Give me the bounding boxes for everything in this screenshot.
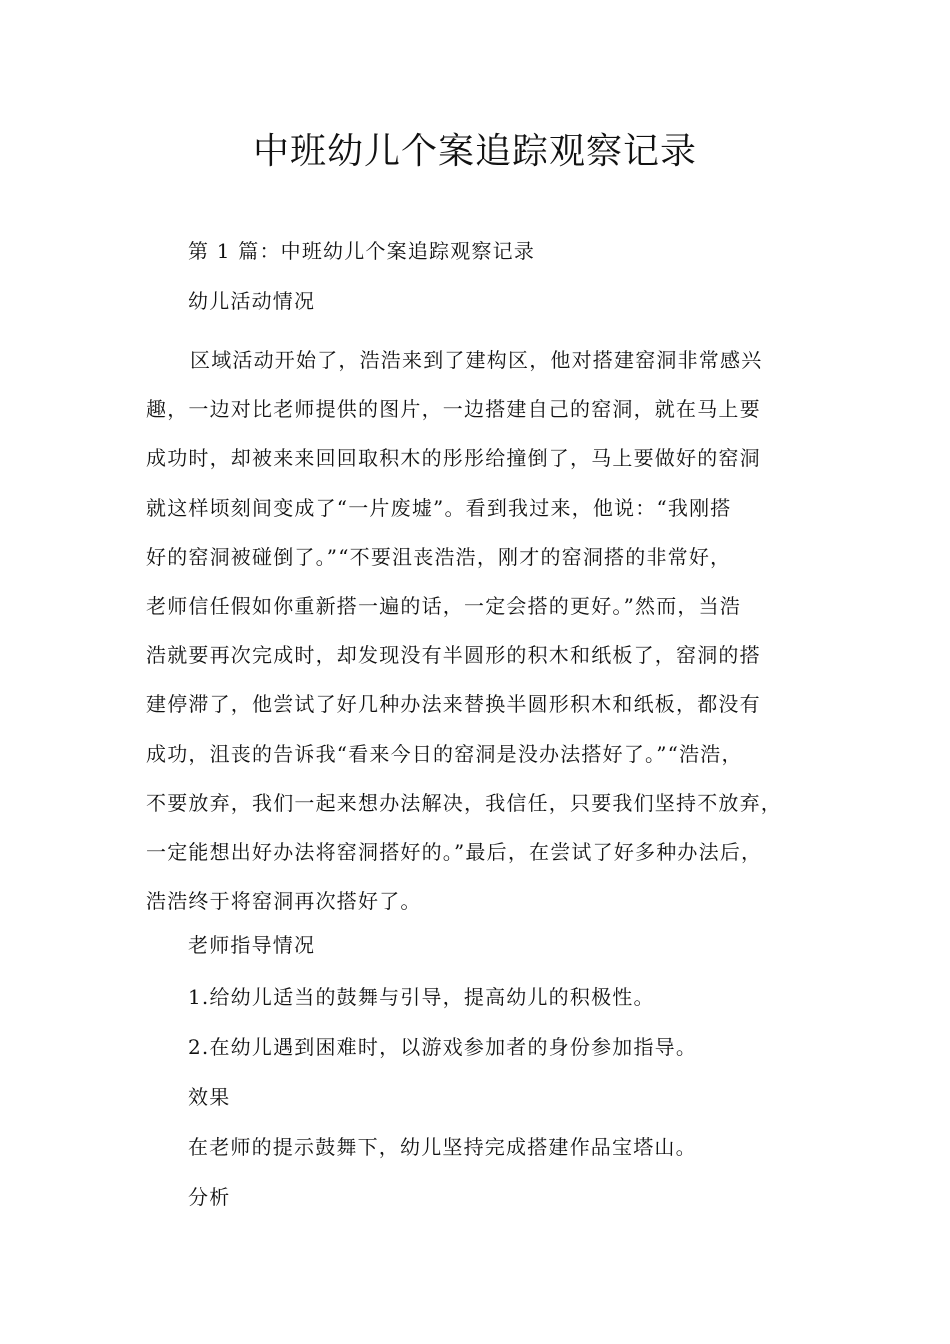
paragraph-line: 区域活动开始了，浩浩来到了建构区，他对搭建窑洞非常感兴 bbox=[190, 348, 763, 372]
guidance-heading: 老师指导情况 bbox=[188, 933, 316, 957]
paragraph-line: 老师信任假如你重新搭一遍的话，一定会搭的更好。”然而，当浩 bbox=[146, 594, 742, 619]
effect-heading: 效果 bbox=[188, 1085, 231, 1109]
paragraph-line: 成功时，却被来来回回取积木的彤彤给撞倒了，马上要做好的窑洞 bbox=[146, 446, 761, 471]
guidance-item-2: 2.在幼儿遇到困难时，以游戏参加者的身份参加指导。 bbox=[188, 1035, 698, 1059]
analysis-heading: 分析 bbox=[188, 1185, 231, 1209]
activity-heading: 幼儿活动情况 bbox=[188, 289, 316, 313]
paragraph-line: 浩浩终于将窑洞再次搭好了。 bbox=[146, 889, 422, 914]
guidance-item-1: 1.给幼儿适当的鼓舞与引导，提高幼儿的积极性。 bbox=[188, 985, 655, 1009]
paragraph-line: 趣，一边对比老师提供的图片，一边搭建自己的窑洞，就在马上要 bbox=[146, 397, 761, 422]
document-title: 中班幼儿个案追踪观察记录 bbox=[252, 131, 697, 172]
paragraph-line: 一定能想出好办法将窑洞搭好的。”最后，在尝试了好多种办法后， bbox=[146, 840, 763, 865]
paragraph-line: 建停滞了，他尝试了好几种办法来替换半圆形积木和纸板，都没有 bbox=[146, 692, 761, 717]
effect-text: 在老师的提示鼓舞下，幼儿坚持完成搭建作品宝塔山。 bbox=[188, 1135, 697, 1159]
paragraph-line: 好的窑洞被碰倒了。”“不要沮丧浩浩，刚才的窑洞搭的非常好， bbox=[146, 544, 732, 569]
paragraph-line: 成功，沮丧的告诉我“看来今日的窑洞是没办法搭好了。”“浩浩， bbox=[146, 741, 743, 766]
paragraph-line: 浩就要再次完成时，却发现没有半圆形的积木和纸板了，窑洞的搭 bbox=[146, 643, 761, 668]
activity-paragraph bbox=[146, 336, 836, 926]
paragraph-line: 不要放弃，我们一起来想办法解决，我信任，只要我们坚持不放弃， bbox=[146, 790, 782, 815]
paragraph-line: 就这样顷刻间变成了“一片废墟”。看到我过来，他说：“我刚搭 bbox=[146, 495, 732, 520]
section-heading: 第 1 篇：中班幼儿个案追踪观察记录 bbox=[188, 239, 536, 263]
